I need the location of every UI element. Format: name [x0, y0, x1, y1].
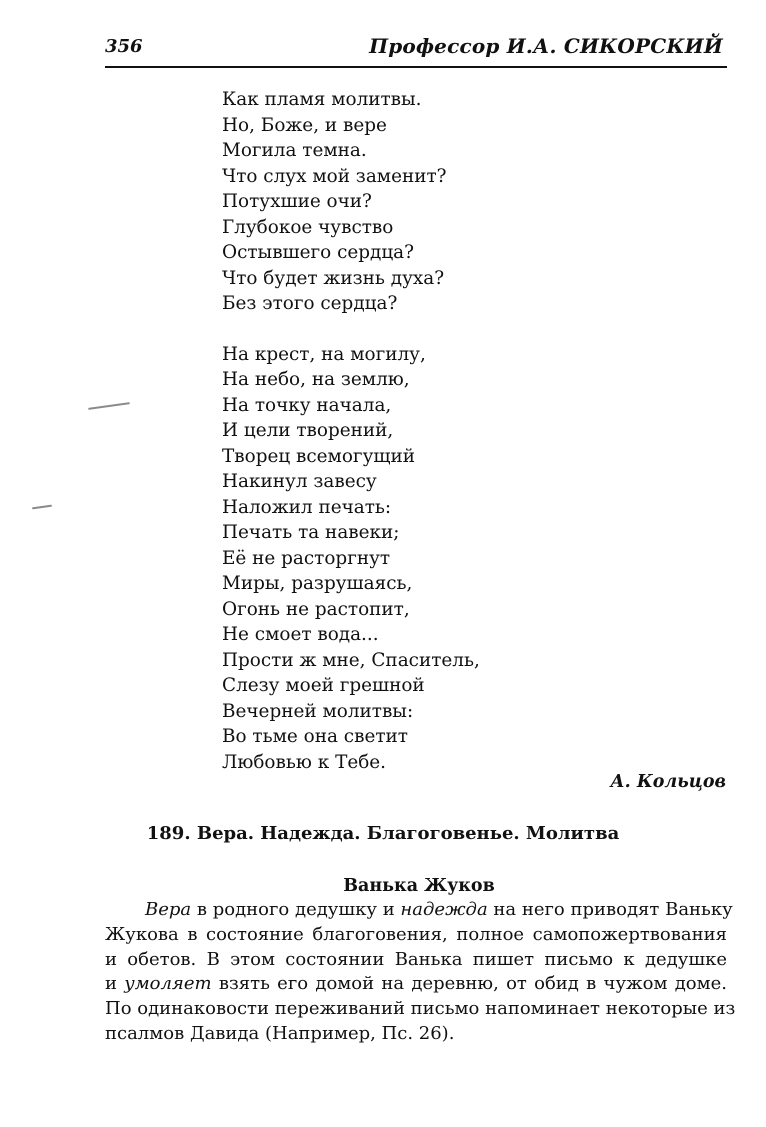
paragraph-text: и — [105, 973, 125, 995]
poem-line: Вечерней молитвы: — [222, 700, 414, 722]
poem-line: Её не расторгнут — [222, 547, 391, 569]
poem-line: Что будет жизнь духа? — [222, 267, 445, 289]
body-paragraph — [105, 898, 736, 1047]
poem-line: На точку начала, — [222, 394, 392, 416]
paragraph-line: и обетов. В этом состоянии Ванька пишет письмо к дедушке — [105, 948, 727, 970]
poem-line: Миры, разрушаясь, — [222, 573, 413, 594]
poem-line: Не смоет вода... — [222, 624, 379, 645]
emphasis-word: надежда — [400, 899, 488, 920]
poem-line: Наложил печать: — [222, 496, 392, 518]
paragraph-line — [105, 898, 733, 923]
poem-line: Прости ж мне, Спаситель, — [222, 649, 480, 671]
paragraph-text: взять его домой на деревню, от обид в чужом доме. — [211, 973, 728, 995]
poem-line: Но, Боже, и вере — [222, 114, 387, 136]
poem-line: Остывшего сердца? — [222, 242, 415, 263]
page-number: 356 — [105, 36, 143, 57]
poem-line: Потухшие очи? — [222, 191, 372, 212]
emphasis-word: Вера — [145, 899, 192, 920]
paragraph-line: Жукова в состояние благоговения, полное самопожертвования — [105, 923, 727, 945]
poem-line: И цели творений, — [222, 420, 394, 441]
poem-line: Огонь не растопит, — [222, 598, 410, 620]
header-rule — [105, 66, 727, 68]
poem-line: Могила темна. — [222, 140, 367, 161]
margin-smudge-mark — [88, 402, 130, 410]
poem-stanza — [222, 87, 622, 317]
section-title: 189. Вера. Надежда. Благоговенье. Молитва — [146, 823, 620, 844]
poem-line: Глубокое чувство — [222, 216, 394, 238]
poem-line: Во тьме она светит — [222, 726, 408, 747]
poem-line: На небо, на землю, — [222, 369, 410, 390]
poem-line: Творец всемогущий — [222, 445, 416, 467]
poem-line: Слезу моей грешной — [222, 675, 425, 696]
poem-line: Что слух мой заменит? — [222, 165, 447, 187]
poem-stanza — [222, 342, 622, 776]
poem-line: На крест, на могилу, — [222, 343, 426, 365]
paragraph-line — [105, 972, 727, 997]
paragraph-text: в родного дедушку и — [191, 899, 401, 920]
page-header — [105, 32, 727, 66]
subsection-title: Ванька Жуков — [343, 876, 495, 896]
emphasis-word: умоляет — [124, 973, 212, 995]
poem-line: Любовью к Тебе. — [222, 751, 387, 773]
poem-line: Как пламя молитвы. — [222, 89, 422, 110]
running-title: Профессор И.А. СИКОРСКИЙ — [369, 34, 723, 58]
poem-line: Без этого сердца? — [222, 293, 398, 314]
poem-line: Накинул завесу — [222, 471, 377, 492]
margin-smudge-mark — [32, 505, 52, 510]
poem-author: А. Кольцов — [610, 772, 726, 792]
poem — [222, 87, 622, 800]
paragraph-text: на него приводят Ваньку — [487, 899, 733, 920]
poem-line: Печать та навеки; — [222, 522, 400, 543]
paragraph-line: По одинаковости переживаний письмо напоминает некоторые из — [105, 998, 736, 1020]
paragraph-line: псалмов Давида (Например, Пс. 26). — [105, 1022, 455, 1044]
